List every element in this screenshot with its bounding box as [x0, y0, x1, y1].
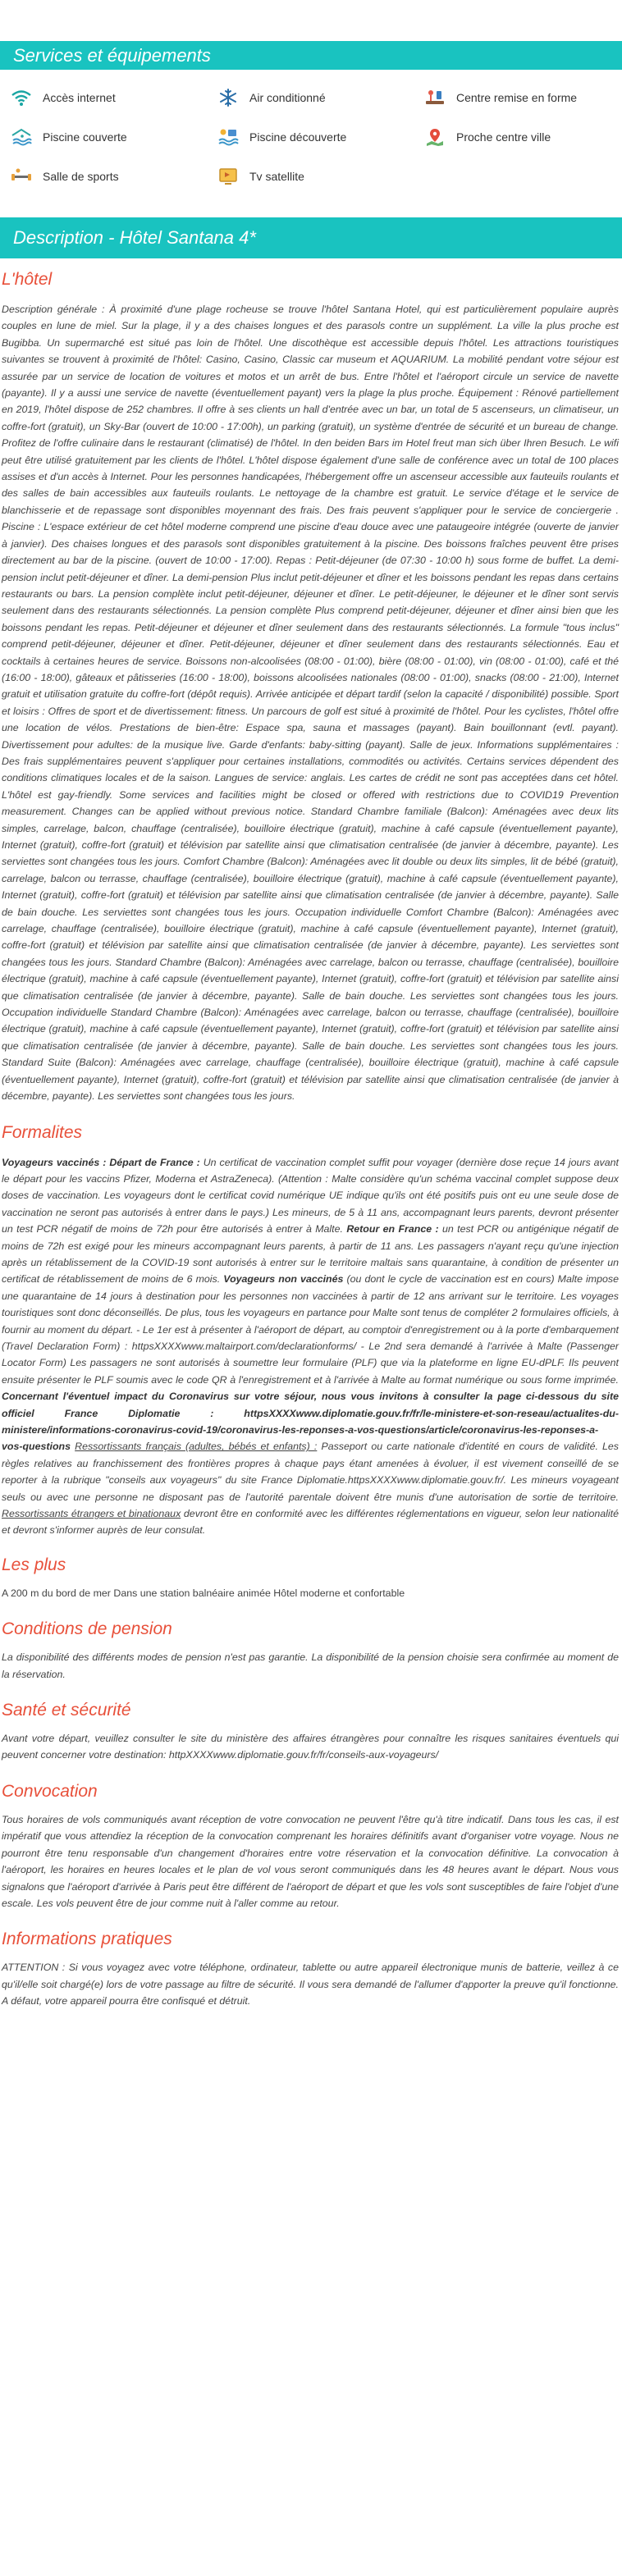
amenity-city-center: [422, 127, 622, 147]
formalites-bold: Concernant l'éventuel impact du Coronavirus sur votre séjour, nous vous invitons à consulter la page ci-dessous du site officiel France Diplomatie : httpsXXXXwww.diplomatie.gouv.fr/fr/le-ministere-et-son-reseau/actualites-du-ministere/informations-coronavirus-covid-19/coronavirus-les-reponses-a-vos-questions/article/coronavirus-les-reponses-a-vos-questions: [2, 1391, 619, 1453]
wifi-icon: [8, 88, 34, 107]
indoor-pool-icon: [8, 127, 34, 147]
section-title: Convocation: [2, 1781, 98, 1801]
infos-text: ATTENTION : Si vous voyagez avec votre téléphone, ordinateur, tablette ou autre appareil électronique munis de batterie, veillez à ce qu'il/elle soit chargé(e) lors de votre passage au filtre de sécurité. Il vous sera demandé de l'allumer d'apporter la preuve qu'il fonctionne. A défaut, votre appareil pourra être confisqué et détruit.: [2, 1962, 619, 2007]
amenity-label: Piscine couverte: [43, 130, 127, 144]
section-convocation: [2, 1782, 619, 1911]
outdoor-pool-icon: [215, 127, 241, 147]
formalites-underlined: Ressortissants français (adultes, bébés et enfants) :: [75, 1441, 318, 1453]
description-header: [0, 217, 622, 258]
sante-text: Avant votre départ, veuillez consulter le site du ministère des affaires étrangères pour connaître les risques sanitaires éventuels qui peuvent concerner votre destination: httpXXXXwww.diplomatie.gouv.fr/fr/conseils-aux-voyageurs/: [2, 1733, 619, 1761]
tv-icon: [215, 167, 241, 186]
amenities-grid: [0, 70, 622, 186]
formalites-span: devront être en conformité avec les différentes réglementations en vigueur, selon leur nationalité et devront s'informer auprès de leur consulat.: [2, 1508, 619, 1537]
formalites-underlined: Ressortissants étrangers et binationaux: [2, 1508, 181, 1520]
convocation-text: Tous horaires de vols communiqués avant réception de votre convocation ne peuvent l'être qu'à titre indicatif. Dans tous les cas, il est impératif que vous attendiez la réception de la convocation comprenant les horaires définitifs avant d'organiser votre voyage. Nous ne pourront être tenu responsable d'un changement d'horaires entre votre réservation et la convocation définitive. La convocation à l'aéroport, les horaires en heures locales et le plan de vol vous seront communiqués dans les 48 heures avant le départ. Nous vous signalons que l'aéroport d'arrivée à Paris peut être différent de l'aéroport de départ et que les vols sont susceptibles de faire l'objet d'une escale. Les vols peuvent être de jour comme nuit à l'aller comme au retour.: [2, 1813, 619, 1909]
amenity-label: Air conditionné: [249, 91, 326, 104]
formalites-span: un test PCR ou antigénique négatif de moins de 72h est exigé pour les mineurs accompagnant leurs parents, à partir de 11 ans. Les passagers n'ayant reçu qu'une injection après un rétablissement de la COVID-19 sont autorisés à entrer sur le territoire maltais sans quarantaine, à condition de présenter un certificat de rétablissement de moins de 6 mois.: [2, 1223, 619, 1286]
amenity-wifi: [8, 88, 215, 107]
amenity-fitness: [422, 88, 622, 107]
section-conditions-pension: [2, 1619, 619, 1683]
gym-icon: [8, 167, 34, 186]
amenity-label: Salle de sports: [43, 170, 119, 183]
section-title: L'hôtel: [2, 270, 53, 289]
section-sante: [2, 1701, 619, 1764]
fitness-icon: [422, 88, 448, 107]
map-pin-icon: [422, 127, 448, 147]
section-title: Informations pratiques: [2, 1930, 172, 1949]
amenity-gym: [8, 167, 215, 186]
amenity-aircon: [215, 88, 422, 107]
hotel-description: Description générale : À proximité d'une plage rocheuse se trouve l'hôtel Santana Hotel, qui est particulièrement populaire auprès couples en lune de miel. Sur la plage, il y a des chaises longues et des parasols contre un supplément. La ville la plus proche est Bugibba. Un supermarché est situé pas loin de l'hôtel. Une discothèque est accessible depuis l'hôtel. Les attractions touristiques suivantes se trouvent à proximité de l'hôtel: Casino, Casino, Classic car museum et AQUARIUM. La mobilité pendant votre séjour est assurée par un service de location de voitures et motos et un arrêt de bus. Entre l'hôtel et l'aéroport circule un service de navette (payante). Il y a aussi une service de navette (éventuellement payant) vers la plage la plus proche. Équipement : Rénové partiellement en 2019, l'hôtel dispose de 252 chambres. Il offre à ses clients un hall d'entrée avec un bar, un total de 5 ascenseurs, un climatiseur, un coffre-fort (gratuit), un Sky-Bar (ouvert de 10:00 - 17:00h), un parking (gratuit), un système d'entrée de sécurité et un bureau de change. Profitez de l'offre culinaire dans le restaurant (climatisé) de l'hôtel. In den beiden Bars im Hotel freut man sich über Ihren Besuch. Le wifi peut être utilisé gratuitement par les clients de l'hôtel. L'hôtel dispose également d'une salle de conférence avec un total de 100 places assises et d'un accès à Internet. Pour les personnes handicapées, l'hébergement offre un ascenseur accessible aux fauteuils roulants et des salles de bain accessibles aux fauteuils roulants. Le nettoyage de la chambre est gratuit. Le service d'étage et le service de blanchisserie et de repassage sont disponibles moyennant des frais. Des frais peuvent s'appliquer pour le service de conciergerie . Piscine : L'espace extérieur de cet hôtel moderne comprend une piscine d'eau douce avec une pataugeoire intégrée (ouverte de janvier à janvier). Des chaises longues et des parasols sont disponibles gratuitement à la piscine. Des boissons fraîches peuvent être prises directement au bar de la piscine. (ouvert de 10:00 - 17:00). Repas : Petit-déjeuner (de 07:30 - 10:00 h) sous forme de buffet. La demi-pension inclut petit-déjeuner et dîner. La demi-pension Plus inclut petit-déjeuner et dîner et les boissons pendant les repas dans certains restaurants ou bars. La pension complète inclut petit-déjeuner, déjeuner et dîner. Le petit-déjeuner, le déjeuner et le dîner sont servis seulement dans des restaurants sélectionnés. La pension complète Plus comprend petit-déjeuner, déjeuner et dîner ainsi bien que les boissons pendant les repas. Petit-déjeuner et déjeuner et dîner seulement dans des restaurants sélectionnés. La formule "tous inclus" comprend petit-déjeuner, déjeuner et dîner. Petit-déjeuner, déjeuner et dîner seulement dans des restaurants sélectionnés. Eau et cocktails à certaines heures de service. Boissons non-alcoolisées (08:00 - 01:00), bière (08:00 - 01:00), vin (08:00 - 01:00), café et thé (16:00 - 18:00), gâteaux et pâtisseries (16:00 - 18:00), boissons alcoolisées nationales (08:00 - 01:00), snacks (08:00 - 21:00), Internet gratuit et utilisation gratuite du coffre-fort (dépôt requis). Arrivée anticipée et départ tardif (selon la capacité / disponibilité) possible. Sport et loisirs : Offres de sport et de divertissement: fitness. Un parcours de golf est situé à proximité de l'hôtel. Pour les cyclistes, l'hôtel offre une location de vélos. Prestations de bien-être: Espace spa, sauna et massages (payant). Bain bouillonnant (evtl. payant). Divertissement pour adultes: de la musique live. Garde d'enfants: baby-sitting (payant). Salle de jeux. Informations supplémentaires : Des frais supplémentaires peuvent s'appliquer pour certaines installations, commodités ou activités. Certains services dépendent des conditions climatiques locales et de la saison. Langues de service: anglais. Les cartes de crédit ne sont pas acceptées dans cet hôtel. L'hôtel est gay-friendly. Some services and facilities might be closed or offered with restrictions due to COVID19 Prevention measurement. Changes can be applied without previous notice. Standard Chambre familiale (Balcon): Aménagées avec deux lits simples, carrelage, balcon, chauffage (centralisée), bouilloire électrique (gratuit), machine à café capsule (éventuellement payante), Internet (gratuit), coffre-fort (gratuit) et télévision par satellite ainsi que climatisation centralisée (de janvier à décembre, payante). Les serviettes sont changées tous les jours. Comfort Chambre (Balcon): Aménagées avec lit double ou deux lits simples, lit de bébé (gratuit), carrelage, balcon ou terrasse, chauffage (centralisée), bouilloire électrique (gratuit), machine à café capsule (éventuellement payante), Internet (gratuit), coffre-fort (gratuit) et télévision par satellite ainsi que climatisation centralisée (de janvier à décembre, payante). Salle de bain douche. Les serviettes sont changées tous les jours. Occupation individuelle Comfort Chambre (Balcon): Aménagées avec carrelage, chauffage (centralisée), bouilloire électrique (gratuit), machine à café capsule (éventuellement payante), Internet (gratuit), coffre-fort (gratuit) et télévision par satellite ainsi que climatisation centralisée (de janvier à décembre, payante). Les serviettes sont changées tous les jours. Standard Chambre (Balcon): Aménagées avec carrelage, balcon ou terrasse, chauffage (centralisée), bouilloire électrique (gratuit), machine à café capsule (éventuellement payante), Internet (gratuit), coffre-fort (gratuit) et télévision par satellite ainsi que climatisation centralisée (de janvier à décembre, payante). Salle de bain douche. Les serviettes sont changées tous les jours. Occupation individuelle Standard Chambre (Balcon): Aménagées avec carrelage, balcon ou terrasse, chauffage (centralisée), bouilloire électrique (gratuit), machine à café capsule (éventuellement payante), Internet (gratuit), coffre-fort (gratuit) et télévision par satellite ainsi que climatisation centralisée (de janvier à décembre, payante). Salle de bain douche. Les serviettes sont changées tous les jours. Standard Suite (Balcon): Aménagées avec carrelage, chauffage (centralisée), bouilloire électrique (gratuit), machine à café capsule (éventuellement payante), Internet (gratuit), coffre-fort (gratuit) et télévision par satellite ainsi que climatisation centralisée (de janvier à décembre, payante). Les serviettes sont changées tous les jours.: [2, 304, 619, 1103]
snowflake-icon: [215, 88, 241, 107]
section-title: Les plus: [2, 1555, 66, 1574]
amenity-label: Centre remise en forme: [456, 91, 578, 104]
description-content: [0, 270, 622, 2010]
description-title: Description - Hôtel Santana 4*: [13, 227, 256, 248]
les-plus-text: A 200 m du bord de mer Dans une station balnéaire animée Hôtel moderne et confortable: [2, 1587, 405, 1599]
amenity-label: Proche centre ville: [456, 130, 551, 144]
formalites-span: Passeport ou carte nationale d'identité en cours de validité. Les règles relatives au franchissement des frontières propres à chaque pays étant amenées à évoluer, il est vivement conseillé de se reporter à la rubrique "conseils aux voyageurs" du site France Diplomatie.httpsXXXXwww.diplomatie.gouv.fr/. Les mineurs voyageant seuls ou avec une personne ne disposant pas de l'autorité parentale doivent être munis d'une autorisation de sortie de territoire.: [2, 1441, 620, 1503]
section-title: Santé et sécurité: [2, 1701, 131, 1720]
section-formalites: [2, 1123, 619, 1539]
formalites-bold: Voyageurs vaccinés : Départ de France :: [2, 1156, 200, 1168]
formalites-bold: Voyageurs non vaccinés: [223, 1273, 344, 1286]
formalites-span: (ou dont le cycle de vaccination est en cours) Malte impose une quarantaine de 14 jours à destination pour les personnes non vaccinées à partir de 12 ans arrivant sur le territoire. Les voyages touristiques sont donc déconseillés. De plus, tous les voyageurs en partance pour Malte sont tenus de compléter 2 formulaires officiels, à fournir au moment du départ. - Le 1er est à présenter à l'aéroport de départ, au comptoir d'enregistrement ou à la porte d'embarquement (Travel Declaration Form) : httpsXXXXwww.maltairport.com/declarationforms/ - Le 2nd sera demandé à l'arrivée à Malte (Passenger Locator Form) Les passagers ne sont autorisés à soumettre leur formulaire (PLF) que via la plateforme en ligne EU-dPLF. Ils peuvent ensuite présenter le PLF soumis avec le code QR à l'enregistrement et à l'arrivée à Malte au format numérique ou sous forme imprimée.: [2, 1273, 620, 1386]
amenity-indoor-pool: [8, 127, 215, 147]
pension-text: La disponibilité des différents modes de pension n'est pas garantie. La disponibilité de la pension choisie sera confirmée au moment de la réservation.: [2, 1651, 619, 1680]
section-title: Formalites: [2, 1122, 83, 1142]
amenity-label: Accès internet: [43, 91, 116, 104]
amenity-label: Tv satellite: [249, 170, 304, 183]
amenity-outdoor-pool: [215, 127, 422, 147]
formalites-text: [2, 1154, 619, 1539]
formalites-span: Un certificat de vaccination complet suffit pour voyager (dernière dose reçue 14 jours avant le départ pour les vaccins Pfizer, Moderna et AstraZeneca). (Attention : Malte considère qu'un schéma vaccinal complet suppose deux doses de vaccination. Les voyageurs dont le certificat covid numérique UE indique qu'ils ont été positifs puis ont eu une seule dose de vaccination ne seront pas autorisés à entrer dans le pays.) Les mineurs, de 5 à 11 ans, accompagnant leurs parents, devront présenter un test PCR négatif de moins de 72h pour être autorisés à entrer à Malte.: [2, 1156, 619, 1235]
section-title: Conditions de pension: [2, 1619, 172, 1639]
amenity-label: Piscine découverte: [249, 130, 347, 144]
services-header: [0, 41, 622, 70]
section-infos-pratiques: [2, 1930, 619, 2009]
formalites-bold: Retour en France :: [346, 1223, 439, 1235]
hotel-page: [0, 41, 622, 2010]
amenity-tv: [215, 167, 422, 186]
section-les-plus: [2, 1555, 619, 1601]
services-title: Services et équipements: [13, 44, 211, 66]
section-hotel: [2, 270, 619, 1105]
